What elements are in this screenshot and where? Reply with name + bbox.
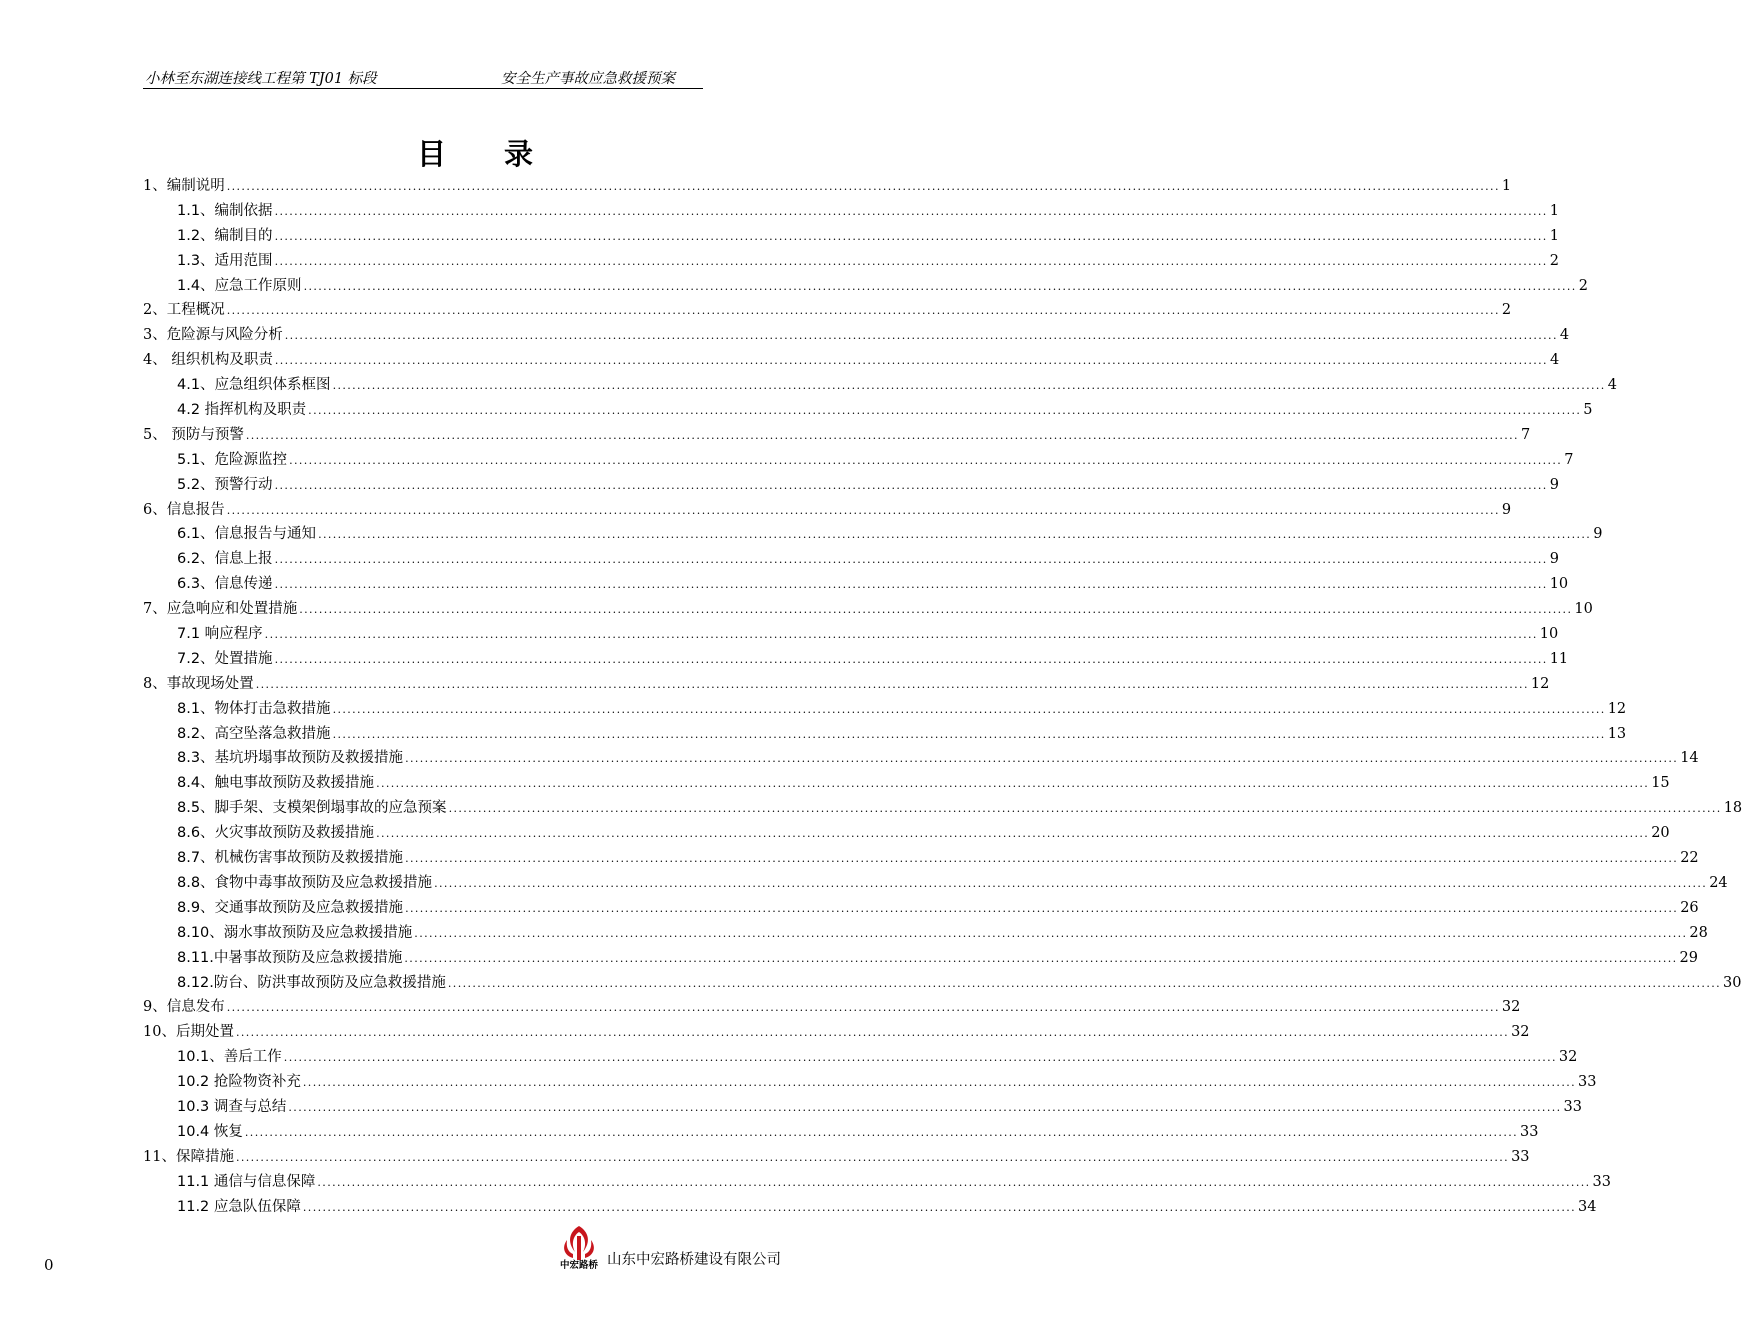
toc-dot-leader: .................................................................................................................................................................................................................................................................... <box>226 1001 1500 1015</box>
toc-entry-page: 28 <box>1689 924 1708 941</box>
toc-entry-label: 6、信息报告 <box>143 501 225 518</box>
logo-text: 中宏路桥 <box>559 1260 599 1271</box>
toc-dot-leader: .................................................................................................................................................................................................................................................................... <box>414 926 1688 940</box>
toc-entry[interactable] <box>143 846 1699 871</box>
toc-entry[interactable] <box>143 348 1560 373</box>
toc-entry-page: 1 <box>1501 178 1512 194</box>
toc-entry[interactable] <box>143 871 1728 896</box>
toc-dot-leader: .................................................................................................................................................................................................................................................................... <box>332 727 1606 741</box>
toc-dot-leader: .................................................................................................................................................................................................................................................................... <box>245 428 1519 442</box>
toc-dot-leader: .................................................................................................................................................................................................................................................................... <box>274 229 1548 243</box>
toc-dot-leader: .................................................................................................................................................................................................................................................................... <box>283 1051 1557 1065</box>
toc-entry-page: 2 <box>1501 302 1512 319</box>
toc-entry-page: 30 <box>1723 974 1742 991</box>
toc-entry-label: 8.5、脚手架、支模架倒塌事故的应急预案 <box>177 800 447 817</box>
toc-entry-page: 7 <box>1564 451 1574 468</box>
toc-entry[interactable] <box>143 1195 1597 1220</box>
toc-dot-leader: .................................................................................................................................................................................................................................................................... <box>376 827 1650 841</box>
toc-entry-label: 8.9、交通事故预防及应急救援措施 <box>177 899 404 916</box>
toc-entry-page: 2 <box>1549 252 1559 269</box>
toc-entry-page: 1 <box>1549 227 1559 244</box>
toc-entry[interactable] <box>143 1145 1530 1170</box>
toc-dot-leader: .................................................................................................................................................................................................................................................................... <box>288 1100 1562 1114</box>
toc-dot-leader: .................................................................................................................................................................................................................................................................... <box>274 354 1548 368</box>
toc-dot-leader: .................................................................................................................................................................................................................................................................... <box>226 503 1500 517</box>
toc-entry-label: 10.2 抢险物资补充 <box>177 1074 301 1091</box>
footer-company-name: 山东中宏路桥建设有限公司 <box>607 1252 781 1268</box>
toc-entry[interactable] <box>143 672 1550 697</box>
toc-entry[interactable] <box>143 398 1593 423</box>
toc-entry[interactable] <box>143 448 1574 473</box>
toc-entry-page: 20 <box>1651 825 1670 842</box>
toc-entry-page: 33 <box>1592 1173 1611 1190</box>
toc-entry-page: 11 <box>1549 650 1569 667</box>
toc-entry[interactable] <box>143 1170 1611 1195</box>
toc-entry-page: 10 <box>1549 576 1569 593</box>
toc-dot-leader: .................................................................................................................................................................................................................................................................... <box>274 652 1548 666</box>
toc-entry-page: 9 <box>1501 501 1512 518</box>
toc-dot-leader: .................................................................................................................................................................................................................................................................... <box>284 329 1558 343</box>
toc-entry-label: 4.2 指挥机构及职责 <box>177 402 307 419</box>
toc-entry-label: 10、后期处置 <box>143 1024 234 1041</box>
toc-entry-label: 10.4 恢复 <box>177 1123 243 1140</box>
toc-dot-leader: .................................................................................................................................................................................................................................................................... <box>318 528 1592 542</box>
toc-entry-page: 24 <box>1709 874 1728 891</box>
toc-entry-page: 10 <box>1574 601 1593 618</box>
toc-entry-page: 2 <box>1578 277 1588 294</box>
toc-entry-page: 26 <box>1680 899 1699 916</box>
toc-entry[interactable] <box>143 199 1559 224</box>
toc-entry-label: 4.1、应急组织体系框图 <box>177 377 331 394</box>
toc-dot-leader: .................................................................................................................................................................................................................................................................... <box>274 204 1548 218</box>
toc-entry[interactable] <box>143 647 1569 672</box>
toc-entry-label: 7.1 响应程序 <box>177 626 263 643</box>
toc-entry[interactable] <box>143 597 1593 622</box>
toc-dot-leader: .................................................................................................................................................................................................................................................................... <box>235 1150 1510 1164</box>
toc-entry-page: 9 <box>1593 526 1603 543</box>
header-project-name: 小林至东湖连接线工程第 TJ01 标段 <box>145 71 377 87</box>
toc-entry-label: 7.2、处置措施 <box>177 650 273 667</box>
toc-entry-label: 8.12.防台、防洪事故预防及应急救援措施 <box>177 974 446 991</box>
toc-dot-leader: .................................................................................................................................................................................................................................................................... <box>302 1076 1577 1090</box>
toc-entry-label: 5.2、预警行动 <box>177 476 273 493</box>
toc-entry-label: 1、编制说明 <box>143 178 225 194</box>
toc-entry[interactable] <box>143 1095 1582 1120</box>
toc-title: 目 录 <box>416 137 558 171</box>
toc-entry[interactable] <box>143 946 1698 971</box>
toc-entry[interactable] <box>143 697 1627 722</box>
toc-entry-label: 8、事故现场处置 <box>143 675 254 692</box>
toc-entry-label: 8.4、触电事故预防及救援措施 <box>177 775 375 792</box>
toc-entry-page: 29 <box>1679 949 1698 966</box>
toc-entry[interactable] <box>143 1020 1530 1045</box>
toc-dot-leader: .................................................................................................................................................................................................................................................................... <box>299 603 1573 617</box>
toc-entry-page: 12 <box>1607 700 1627 717</box>
toc-entry-label: 1.2、编制目的 <box>177 227 273 244</box>
toc-dot-leader: .................................................................................................................................................................................................................................................................... <box>244 1125 1519 1139</box>
toc-entry-page: 33 <box>1563 1098 1582 1115</box>
toc-dot-leader: .................................................................................................................................................................................................................................................................... <box>226 180 1500 193</box>
toc-dot-leader: .................................................................................................................................................................................................................................................................... <box>303 279 1577 293</box>
toc-entry-page: 4 <box>1559 327 1570 344</box>
toc-entry-page: 33 <box>1578 1074 1597 1091</box>
toc-dot-leader: .................................................................................................................................................................................................................................................................... <box>274 553 1548 567</box>
toc-entry[interactable] <box>143 722 1627 747</box>
toc-entry-label: 8.8、食物中毒事故预防及应急救援措施 <box>177 874 433 891</box>
page-number: 0 <box>44 1256 54 1274</box>
toc-entry[interactable] <box>143 821 1670 846</box>
toc-entry-label: 8.2、高空坠落急救措施 <box>177 725 331 742</box>
toc-entry-label: 6.3、信息传递 <box>177 576 273 593</box>
toc-entry-label: 6.2、信息上报 <box>177 551 273 568</box>
toc-entry-page: 15 <box>1651 775 1670 792</box>
toc-entry[interactable] <box>143 174 1512 199</box>
toc-entry[interactable] <box>143 274 1588 299</box>
toc-entry-label: 10.1、善后工作 <box>177 1049 282 1066</box>
toc-entry[interactable] <box>143 921 1708 946</box>
toc-dot-leader: .................................................................................................................................................................................................................................................................... <box>434 876 1708 890</box>
page-header <box>143 64 703 89</box>
toc-entry[interactable] <box>143 373 1617 398</box>
toc-entry-page: 14 <box>1680 750 1699 767</box>
toc-entry-label: 8.6、火灾事故预防及救援措施 <box>177 825 375 842</box>
toc-entry[interactable] <box>143 224 1559 249</box>
toc-entry-label: 2、工程概况 <box>143 302 225 319</box>
toc-dot-leader: .................................................................................................................................................................................................................................................................... <box>274 578 1548 592</box>
toc-dot-leader: .................................................................................................................................................................................................................................................................... <box>405 852 1679 866</box>
table-of-contents <box>143 174 1742 1219</box>
toc-entry-label: 7、应急响应和处置措施 <box>143 601 298 618</box>
toc-dot-leader: .................................................................................................................................................................................................................................................................... <box>264 628 1538 642</box>
toc-entry-label: 11、保障措施 <box>143 1148 234 1165</box>
toc-dot-leader: .................................................................................................................................................................................................................................................................... <box>405 901 1679 915</box>
header-document-name: 安全生产事故应急救援预案 <box>501 71 675 87</box>
toc-entry[interactable] <box>143 622 1559 647</box>
toc-entry[interactable] <box>143 796 1742 821</box>
toc-entry[interactable] <box>143 1070 1597 1095</box>
toc-entry[interactable] <box>143 971 1742 996</box>
toc-entry[interactable] <box>143 298 1512 323</box>
toc-entry-label: 8.11.中暑事故预防及应急救援措施 <box>177 949 403 966</box>
toc-dot-leader: .................................................................................................................................................................................................................................................................... <box>317 1175 1591 1189</box>
toc-entry-label: 6.1、信息报告与通知 <box>177 526 317 543</box>
toc-entry-page: 32 <box>1558 1049 1578 1066</box>
toc-dot-leader: .................................................................................................................................................................................................................................................................... <box>405 752 1679 766</box>
toc-entry-page: 34 <box>1578 1198 1597 1215</box>
toc-entry-page: 32 <box>1511 1024 1530 1041</box>
toc-entry-label: 10.3 调查与总结 <box>177 1098 287 1115</box>
toc-dot-leader: .................................................................................................................................................................................................................................................................... <box>274 254 1548 268</box>
toc-entry[interactable] <box>143 771 1670 796</box>
toc-entry[interactable] <box>143 547 1559 572</box>
toc-entry-page: 33 <box>1511 1148 1530 1165</box>
toc-entry-page: 13 <box>1607 725 1627 742</box>
toc-entry-label: 8.1、物体打击急救措施 <box>177 700 331 717</box>
toc-entry-label: 1.3、适用范围 <box>177 252 273 269</box>
toc-entry[interactable] <box>143 995 1521 1020</box>
toc-entry-page: 9 <box>1549 551 1559 568</box>
toc-entry-label: 1.1、编制依据 <box>177 202 273 219</box>
company-logo-icon <box>553 1222 605 1272</box>
toc-entry[interactable] <box>143 1120 1539 1145</box>
toc-dot-leader: .................................................................................................................................................................................................................................................................... <box>289 453 1563 467</box>
toc-entry-label: 1.4、应急工作原则 <box>177 277 302 294</box>
toc-entry-label: 8.3、基坑坍塌事故预防及救援措施 <box>177 750 404 767</box>
toc-dot-leader: .................................................................................................................................................................................................................................................................... <box>332 379 1606 393</box>
toc-dot-leader: .................................................................................................................................................................................................................................................................... <box>226 304 1500 318</box>
toc-entry-page: 1 <box>1549 202 1559 219</box>
toc-entry-label: 8.10、溺水事故预防及应急救援措施 <box>177 924 413 941</box>
toc-entry[interactable] <box>143 498 1512 523</box>
toc-dot-leader: .................................................................................................................................................................................................................................................................... <box>235 1026 1510 1040</box>
toc-entry-label: 5.1、危险源监控 <box>177 451 288 468</box>
toc-entry[interactable] <box>143 423 1531 448</box>
toc-entry-label: 5、 预防与预警 <box>143 426 244 443</box>
toc-entry[interactable] <box>143 323 1570 348</box>
toc-entry-page: 22 <box>1680 850 1699 867</box>
toc-entry-page: 18 <box>1723 800 1742 817</box>
toc-entry-label: 4、 组织机构及职责 <box>143 352 273 369</box>
toc-entry-label: 9、信息发布 <box>143 999 225 1016</box>
toc-entry-page: 7 <box>1520 426 1531 443</box>
toc-entry-label: 11.1 通信与信息保障 <box>177 1173 316 1190</box>
toc-entry-page: 5 <box>1583 402 1593 419</box>
toc-entry-page: 32 <box>1501 999 1521 1016</box>
toc-dot-leader: .................................................................................................................................................................................................................................................................... <box>332 702 1606 716</box>
toc-entry-label: 3、危险源与风险分析 <box>143 327 283 344</box>
toc-entry-page: 10 <box>1539 626 1559 643</box>
toc-entry-page: 4 <box>1607 377 1617 394</box>
toc-dot-leader: .................................................................................................................................................................................................................................................................... <box>308 404 1582 418</box>
toc-entry[interactable] <box>143 896 1699 921</box>
toc-entry-page: 9 <box>1549 476 1559 493</box>
toc-entry-page: 4 <box>1549 352 1560 369</box>
toc-entry[interactable] <box>143 572 1569 597</box>
toc-dot-leader: .................................................................................................................................................................................................................................................................... <box>447 976 1722 990</box>
toc-entry-page: 12 <box>1530 675 1550 692</box>
toc-dot-leader: .................................................................................................................................................................................................................................................................... <box>255 677 1529 691</box>
toc-entry[interactable] <box>143 522 1603 547</box>
toc-entry[interactable] <box>143 473 1559 498</box>
toc-dot-leader: .................................................................................................................................................................................................................................................................... <box>448 802 1722 816</box>
toc-entry[interactable] <box>143 746 1699 771</box>
toc-entry[interactable] <box>143 249 1559 274</box>
toc-entry-label: 8.7、机械伤害事故预防及救援措施 <box>177 850 404 867</box>
toc-dot-leader: .................................................................................................................................................................................................................................................................... <box>274 478 1548 492</box>
toc-dot-leader: .................................................................................................................................................................................................................................................................... <box>404 951 1678 965</box>
toc-dot-leader: .................................................................................................................................................................................................................................................................... <box>302 1200 1577 1214</box>
toc-entry-label: 11.2 应急队伍保障 <box>177 1198 301 1215</box>
toc-dot-leader: .................................................................................................................................................................................................................................................................... <box>376 777 1650 791</box>
toc-entry-page: 33 <box>1520 1123 1539 1140</box>
toc-entry[interactable] <box>143 1045 1578 1070</box>
